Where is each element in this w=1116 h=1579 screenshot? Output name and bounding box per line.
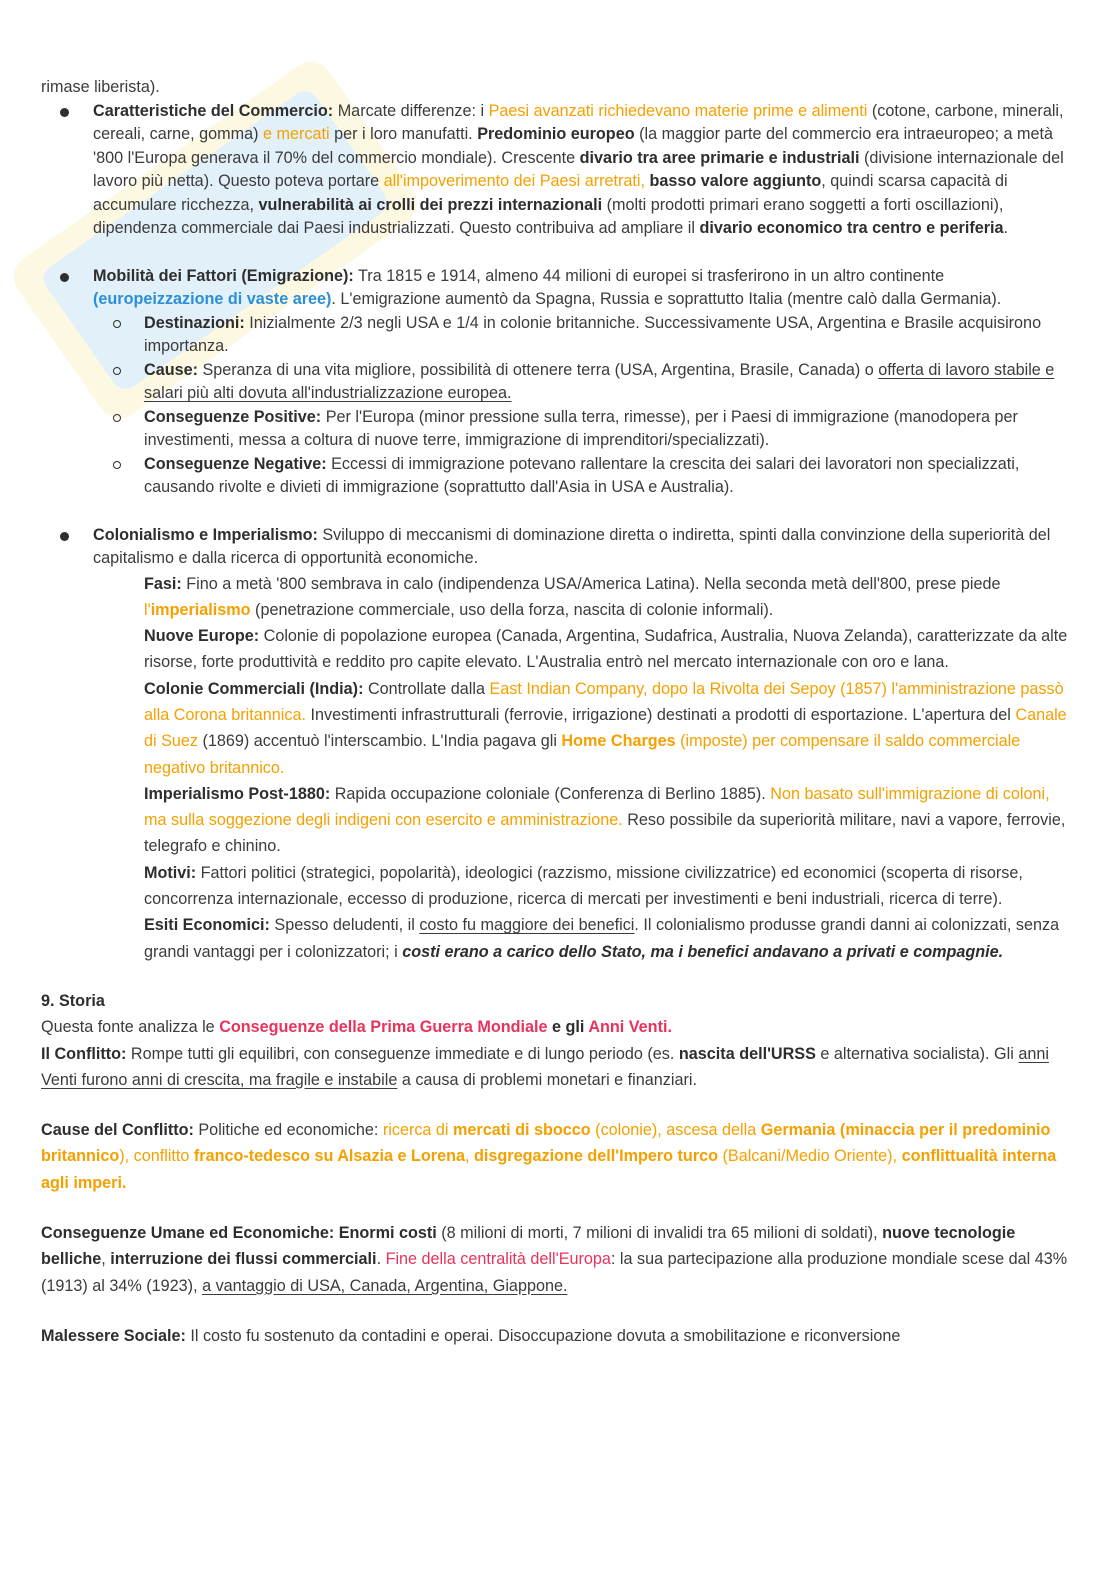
mobilita-text: Mobilità dei Fattori (Emigrazione): Tra 1815 e 1914, almeno 44 milioni di europei si trasferirono in un altro continente (europeizzazione di vaste aree). L'emigrazione aumentò da Spagna, Russia e soprattutto Italia (mentre calò dalla Germania). [93,266,1002,308]
bullet-mobilita [41,265,1071,312]
nuove-europe-paragraph: Nuove Europe: Colonie di popolazione europea (Canada, Argentina, Sudafrica, Australia, Nuova Zelanda), caratterizzate da alte risorse, forte produttività e reddito pro capite elevato. L'Australia entrò nel mercato internazionale con oro e lana. [144,627,1068,672]
document-page [41,76,1071,1349]
colonialismo-details [41,571,1071,965]
storia-intro: Questa fonte analizza le Conseguenze della Prima Guerra Mondiale e gli Anni Venti. [41,1018,672,1037]
bullet-dot [60,532,69,541]
fasi-paragraph: Fasi: Fino a metà '800 sembrava in calo (indipendenza USA/America Latina). Nella seconda metà dell'800, prese piede l'imperialismo (penetrazione commerciale, uso della forza, nascita di colonie informali). [144,574,1001,619]
esiti-paragraph: Esiti Economici: Spesso deludenti, il costo fu maggiore dei benefici. Il colonialismo produsse grandi danni ai colonizzati, senza grandi vantaggi per i colonizzatori; i costi erano a carico dello Stato, ma i benefici andavano a privati e compagnie. [144,916,1060,961]
sub-bullet-circle [113,367,121,375]
bullet-dot [60,108,69,117]
conflitto-paragraph: Il Conflitto: Rompe tutti gli equilibri, con conseguenze immediate e di lungo periodo (es. nascita dell'URSS e alternativa socialista). Gli anni Venti furono anni di crescita, ma fragile e instabile a causa di problemi monetari e finanziari. [41,1044,1049,1089]
bullet-dot [60,273,69,282]
section-heading: 9. Storia [41,991,105,1010]
sub-conseguenze-positive: Conseguenze Positive: Per l'Europa (minor pressione sulla terra, rimesse), per i Paesi di immigrazione (manodopera per investimenti, messa a coltura di nuove terre, immigrazione di imprenditori/specializzati). [41,406,1071,453]
sub-destinazioni: Destinazioni: Inizialmente 2/3 negli USA e 1/4 in colonie britanniche. Successivamente USA, Argentina e Brasile acquisirono importanza. [41,312,1071,359]
sub-conseguenze-negative: Conseguenze Negative: Eccessi di immigrazione potevano rallentare la crescita dei salari dei lavoratori non specializzati, causando rivolte e divieti di immigrazione (soprattutto dall'Asia in USA e Australia). [41,453,1071,500]
commercio-text: Caratteristiche del Commercio: Marcate differenze: i Paesi avanzati richiedevano materie prime e alimenti (cotone, carbone, minerali, cereali, carne, gomma) e mercati per i loro manufatti. Predominio europeo (la maggior parte del commercio era intraeuropeo; a metà '800 l'Europa generava il 70% del commercio mondiale). Crescente divario tra aree primarie e industriali (divisione internazionale del lavoro più netta). Questo poteva portare all'impoverimento dei Paesi arretrati, basso valore aggiunto, quindi scarsa capacità di accumulare ricchezza, vulnerabilità ai crolli dei prezzi internazionali (molti prodotti primari erano soggetti a forti oscillazioni), dipendenza commerciale dai Paesi industrializzati. Questo contribuiva ad ampliare il divario economico tra centro e periferia. [93,101,1064,237]
sub-bullet-circle [113,414,121,422]
post-1880-paragraph: Imperialismo Post-1880: Rapida occupazione coloniale (Conferenza di Berlino 1885). Non basato sull'immigrazione di coloni, ma sulla soggezione degli indigeni con esercito e amministrazione. Reso possibile da superiorità militare, navi a vapore, ferrovie, telegrafo e chinino. [144,784,1066,856]
motivi-paragraph: Motivi: Fattori politici (strategici, popolarità), ideologici (razzismo, missione civilizzatrice) ed economici (scoperta di risorse, concorrenza internazionale, eccesso di produzione, ricerca di mercati per investimenti e beni industriali, ricerca di terre). [144,863,1023,909]
storia-section [41,988,1071,1349]
cause-paragraph: Cause del Conflitto: Politiche ed economiche: ricerca di mercati di sbocco (colonie), ascesa della Germania (minaccia per il predominio britannico), conflitto franco-tedesco su Alsazia e Lorena, disgregazione dell'Impero turco (Balcani/Medio Oriente), conflittualità interna agli imperi. [41,1121,1057,1192]
bullet-commercio [41,100,1071,241]
conseguenze-umane-paragraph: Conseguenze Umane ed Economiche: Enormi costi (8 milioni di morti, 7 milioni di invalidi tra 65 milioni di soldati), nuove tecnologie belliche, interruzione dei flussi commerciali. Fine della centralità dell'Europa: la sua partecipazione alla produzione mondiale scese dal 43% (1913) al 34% (1923), a vantaggio di USA, Canada, Argentina, Giappone. [41,1224,1068,1295]
malessere-paragraph: Malessere Sociale: Il costo fu sostenuto da contadini e operai. Disoccupazione dovuta a smobilitazione e riconversione [41,1326,901,1345]
sub-cause: Cause: Speranza di una vita migliore, possibilità di ottenere terra (USA, Argentina, Brasile, Canada) o offerta di lavoro stabile e salari più alti dovuta all'industrializzazione europea. [41,359,1071,406]
colonialismo-text: Colonialismo e Imperialismo: Sviluppo di meccanismi di dominazione diretta o indiretta, spinti dalla convinzione della superiorità del capitalismo e dalla ricerca di opportunità economiche. [93,525,1051,567]
sub-bullet-circle [113,320,121,328]
sub-bullet-circle [113,461,121,469]
bullet-colonialismo [41,524,1071,571]
intro-tail: rimase liberista). [41,78,160,96]
india-paragraph: Colonie Commerciali (India): Controllate dalla East Indian Company, dopo la Rivolta dei Sepoy (1857) l'amministrazione passò alla Corona britannica. Investimenti infrastrutturali (ferrovie, irrigazione) destinati a prodotti di esportazione. L'apertura del Canale di Suez (1869) accentuò l'interscambio. L'India pagava gli Home Charges (imposte) per compensare il saldo commerciale negativo britannico. [144,679,1067,777]
